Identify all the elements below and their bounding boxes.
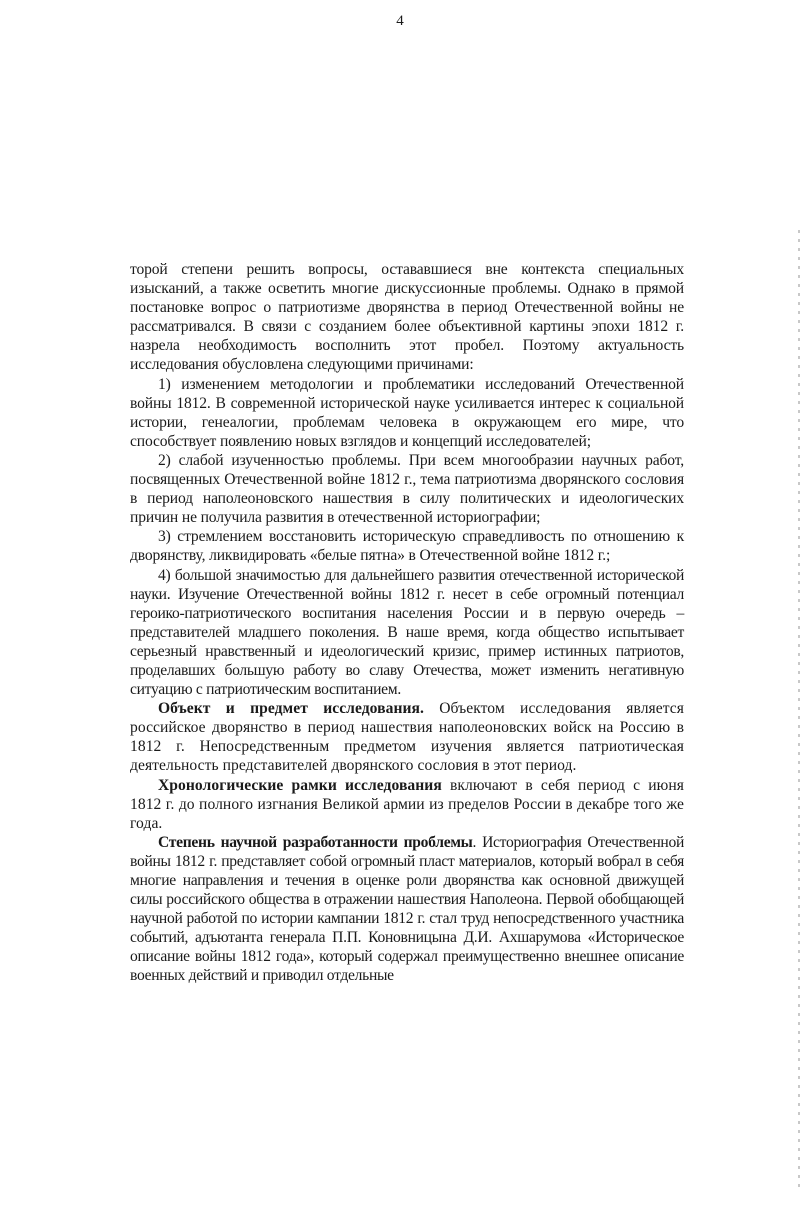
paragraph-historiography <box>130 833 684 986</box>
paragraph-reason-4: 4) большой значимостью для дальнейшего развития отечественной исторической науки. Изучение Отечественной войны 1812 г. несет в себе огромный потенциал героико-патриотического воспитания населения России и в первую очередь – представителей младшего поколения. В наше время, когда общество испытывает серьезный нравственный и идеологический кризис, пример истинных патриотов, проделавших большую работу во славу Отечества, может изменить негативную ситуацию с патриотическим воспитанием. <box>130 566 684 699</box>
paragraph-chronology-text: включают в себя период с июня 1812 г. до полного изгнания Великой армии из пределов России в декабре того же года. <box>130 776 684 832</box>
heading-chronology: Хронологические рамки исследования <box>158 776 442 794</box>
paragraph-reason-1: 1) изменением методологии и проблематики исследований Отечественной войны 1812. В современной исторической науке усиливается интерес к социальной истории, генеалогии, проблемам человека в окружающем его мире, что способствует появлению новых взглядов и концепций исследователей; <box>130 375 684 450</box>
paragraph-intro: торой степени решить вопросы, остававшиеся вне контекста специальных изысканий, а также осветить многие дискуссионные проблемы. Однако в прямой постановке вопрос о патриотизме дворянства в период Отечественной войны не рассматривался. В связи с созданием более объективной картины эпохи 1812 г. назрела необходимость восполнить этот пробел. Поэтому актуальность исследования обусловлена следующими причинами: <box>130 261 684 374</box>
heading-object: Объект и предмет исследования. <box>158 700 424 718</box>
page-number: 4 <box>396 13 404 29</box>
paragraph-historiography-text: . Историография Отечественной войны 1812 г. представляет собой огромный пласт материалов, который вобрал в себя многие направления и течения в оценке роли дворянства как основной движущей силы российского общества в отражении нашествия Наполеона. Первой обобщающей научной работой по истории кампании 1812 г. стал труд непосредственного участника событий, адъютанта генерала П.П. Коновницына Д.И. Ахшарумова «Историческое описание войны 1812 года», который содержал преимущественно внешнее описание военных действий и приводил отдельные <box>130 833 685 985</box>
paragraph-object-text: Объектом исследования является российское дворянство в период нашествия наполеоновских войск на Россию в 1812 г. Непосредственным предметом изучения является патриотическая деятельность представителей дворянского сословия в этот период. <box>130 700 684 775</box>
paragraph-chronology <box>130 776 684 833</box>
paragraph-reason-2: 2) слабой изученностью проблемы. При всем многообразии научных работ, посвященных Отечественной войне 1812 г., тема патриотизма дворянского сословия в период наполеоновского нашествия в силу политических и идеологических причин не получила развития в отечественной историографии; <box>130 451 684 527</box>
paragraph-object <box>130 699 684 775</box>
body-text <box>130 260 684 986</box>
paragraph-reason-3: 3) стремлением восстановить историческую справедливость по отношению к дворянству, ликвидировать «белые пятна» в Отечественной войне 1812 г.; <box>130 528 684 565</box>
heading-historiography: Степень научной разработанности проблемы <box>158 833 473 851</box>
